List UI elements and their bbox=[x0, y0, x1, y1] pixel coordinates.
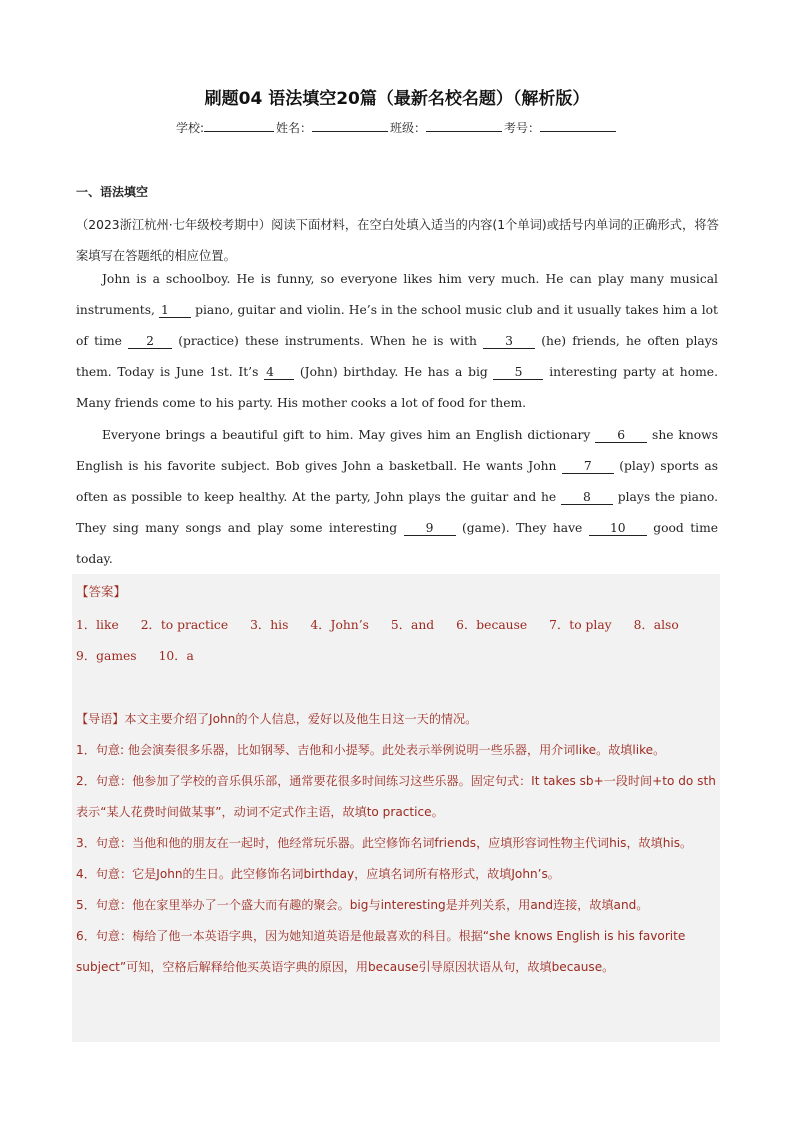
blank-5: 5 bbox=[493, 365, 543, 380]
passage-text: (he) friends, he often plays them. Today is June 1st. It’s bbox=[76, 334, 718, 379]
answer-row-1 bbox=[76, 615, 701, 633]
exam-no-label: 考号： bbox=[504, 121, 541, 135]
answer-item: 7．to play bbox=[549, 618, 612, 632]
blank-8: 8 bbox=[561, 490, 613, 505]
explanation-item: 2．句意：他参加了学校的音乐俱乐部，通常要花很多时间练习这些乐器。固定句式：It takes sb+一段时间+to do sth表示“某人花费时间做某事”，动词不定式作主语，故填to practice。 bbox=[76, 774, 716, 819]
passage-text: plays the piano. They sing many songs and play some interesting bbox=[76, 490, 718, 535]
blank-10: 10 bbox=[589, 521, 647, 536]
passage-text: interesting party at home. Many friends come to his party. His mother cooks a lot of food for them. bbox=[76, 365, 718, 410]
passage-text: piano, guitar and violin. He’s in the school music club and it usually takes him a lot of time bbox=[76, 303, 718, 348]
answer-item: 9．games bbox=[76, 649, 137, 663]
passage-text: good time today. bbox=[76, 521, 719, 566]
passage-text: (play) sports as often as possible to keep healthy. At the party, John plays the guitar and he bbox=[76, 459, 719, 504]
document-title: 刷题04 语法填空20篇（最新名校名题）（解析版） bbox=[204, 89, 590, 109]
answer-explanation-box bbox=[72, 574, 720, 1042]
class-label: 班级： bbox=[390, 121, 427, 135]
explanation-item: 3．句意：当他和他的朋友在一起时，他经常玩乐器。此空修饰名词friends，应填形容词性物主代词his，故填his。 bbox=[76, 836, 693, 850]
question-source: （2023浙江杭州·七年级校考期中）阅读下面材料，在空白处填入适当的内容(1个单词)或括号内单词的正确形式，将答案填写在答题纸的相应位置。 bbox=[76, 218, 719, 263]
school-blank bbox=[204, 119, 274, 132]
student-info-line bbox=[0, 119, 794, 136]
blank-2: 2 bbox=[128, 334, 172, 349]
passage-text: she knows English is his favorite subject. Bob gives John a basketball. He wants John bbox=[76, 428, 719, 473]
blank-6: 6 bbox=[595, 428, 647, 443]
answer-item: 5．and bbox=[390, 618, 435, 632]
passage-text: (game). They have bbox=[455, 521, 589, 535]
answer-item: 6．because bbox=[456, 618, 528, 632]
answer-item: 4．John’s bbox=[310, 618, 369, 632]
answer-item: 2．to practice bbox=[140, 618, 229, 632]
answer-item: 10．a bbox=[158, 649, 194, 663]
blank-4: 4 bbox=[264, 365, 294, 380]
explanation-intro: 【导语】本文主要介绍了John的个人信息，爱好以及他生日这一天的情况。 bbox=[76, 712, 478, 726]
answer-row-2 bbox=[76, 646, 216, 664]
explanation-item: 6．句意：梅给了他一本英语字典，因为她知道英语是他最喜欢的科目。根据“she knows English is his favorite subject”可知，空格后解释给他买英语字典的原因，用because引导原因状语从句，故填because。 bbox=[76, 929, 686, 974]
name-label: 姓名： bbox=[276, 121, 313, 135]
blank-9: 9 bbox=[404, 521, 456, 536]
passage-text: Everyone brings a beautiful gift to him. May gives him an English dictionary bbox=[102, 428, 596, 442]
name-blank bbox=[312, 119, 388, 132]
explanation-item: 1．句意: 他会演奏很多乐器，比如钢琴、吉他和小提琴。此处表示举例说明一些乐器，用介词like。故填like。 bbox=[76, 743, 666, 757]
answer-label: 【答案】 bbox=[76, 584, 127, 599]
answer-item: 1．like bbox=[76, 618, 119, 632]
section-heading: 一、语法填空 bbox=[76, 185, 149, 199]
explanation-item: 4．句意：它是John的生日。此空修饰名词birthday，应填名词所有格形式，故填John’s。 bbox=[76, 867, 560, 881]
passage-paragraph-2 bbox=[76, 420, 718, 575]
passage-text: John is a schoolboy. He is funny, so everyone likes him very much. He can play many musical instruments, bbox=[76, 272, 718, 317]
blank-1: 1 bbox=[159, 303, 191, 318]
answer-item: 3．his bbox=[250, 618, 289, 632]
answer-item: 8．also bbox=[633, 618, 679, 632]
explanation-section bbox=[76, 704, 720, 983]
class-blank bbox=[426, 119, 502, 132]
blank-7: 7 bbox=[562, 459, 614, 474]
passage-text: (practice) these instruments. When he is with bbox=[172, 334, 484, 348]
exam-no-blank bbox=[540, 119, 616, 132]
passage-paragraph-1 bbox=[76, 264, 718, 419]
explanation-item: 5．句意：他在家里举办了一个盛大而有趣的聚会。big与interesting是并列关系，用and连接，故填and。 bbox=[76, 898, 649, 912]
passage-text: (John) birthday. He has a big bbox=[294, 365, 494, 379]
blank-3: 3 bbox=[483, 334, 535, 349]
school-label: 学校: bbox=[175, 121, 204, 135]
